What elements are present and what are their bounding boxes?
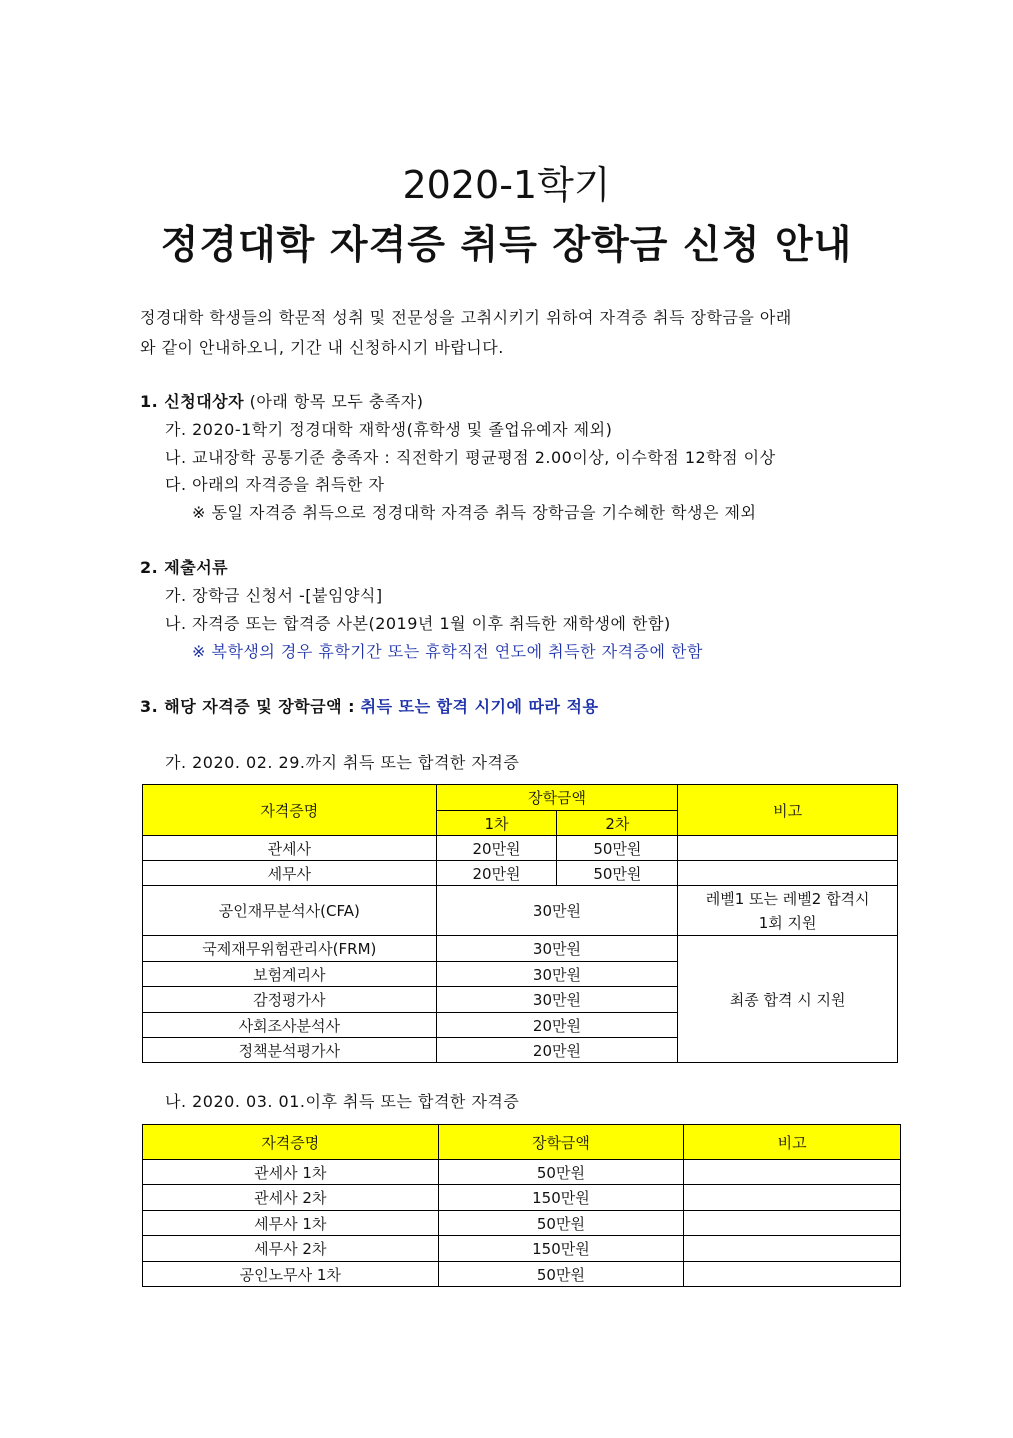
amount: 30만원 [436,886,678,936]
note-cell [678,886,898,936]
intro-line-1: 정경대학 학생들의 학문적 성취 및 전문성을 고취시키기 위하여 자격증 취득 장학금을 아래 [140,308,792,327]
table-a-header-amount: 장학금액 [436,785,678,811]
table-row [143,1160,901,1185]
cert-name: 보험계리사 [143,962,437,987]
cert-name: 국제재무위험관리사(FRM) [143,936,437,962]
note-cell [684,1185,901,1211]
amount: 20만원 [436,1038,678,1063]
table-b-caption: 나. 2020. 03. 01.이후 취득 또는 합격한 자격증 [165,1092,520,1111]
note-cell [684,1160,901,1185]
note-line-2: 1회 지원 [758,913,817,932]
amount-second: 50만원 [557,861,678,886]
amount: 50만원 [438,1262,684,1287]
section-1 [140,391,424,413]
cert-name: 공인재무분석사(CFA) [143,886,437,936]
section-1-item-1: 가. 2020-1학기 정경대학 재학생(휴학생 및 졸업유예자 제외) [165,420,613,439]
section-1-remark: ※ 동일 자격증 취득으로 정경대학 자격증 취득 장학금을 기수혜한 학생은 제외 [192,503,757,522]
note-cell [684,1236,901,1262]
amount: 30만원 [436,987,678,1013]
table-a-header-second: 2차 [557,811,678,836]
table-b-header-note: 비고 [684,1125,901,1160]
section-1-heading: 1. 신청대상자 [140,392,245,411]
table-a [142,784,898,1063]
table-row [143,1262,901,1287]
table-a-header-name: 자격증명 [143,785,437,836]
page-title: 정경대학 자격증 취득 장학금 신청 안내 [160,223,853,268]
section-3 [140,696,598,718]
amount: 50만원 [438,1160,684,1185]
section-1-item-3: 다. 아래의 자격증을 취득한 자 [165,475,385,494]
note-cell [678,836,898,861]
table-row [143,861,898,886]
amount-second: 50만원 [557,836,678,861]
section-3-highlight: 취득 또는 합격 시기에 따라 적용 [360,697,599,716]
table-row [143,1236,901,1262]
section-2-heading: 2. 제출서류 [140,558,229,577]
intro-line-2: 와 같이 안내하오니, 기간 내 신청하시기 바랍니다. [140,338,504,357]
table-row [143,936,898,962]
amount: 30만원 [436,962,678,987]
table-row [143,836,898,861]
amount: 150만원 [438,1185,684,1211]
section-2-remark: ※ 복학생의 경우 휴학기간 또는 휴학직전 연도에 취득한 자격증에 한함 [192,642,703,661]
table-b-header-name: 자격증명 [143,1125,439,1160]
cert-name: 관세사 2차 [143,1185,439,1211]
table-b [142,1124,901,1287]
cert-name: 관세사 [143,836,437,861]
group-note: 최종 합격 시 지원 [678,936,898,1063]
amount: 50만원 [438,1211,684,1236]
table-row [143,886,898,936]
cert-name: 관세사 1차 [143,1160,439,1185]
amount: 20만원 [436,1013,678,1038]
cert-name: 사회조사분석사 [143,1013,437,1038]
amount-first: 20만원 [436,836,557,861]
section-2-item-2: 나. 자격증 또는 합격증 사본(2019년 1월 이후 취득한 재학생에 한함) [165,614,671,633]
cert-name: 세무사 2차 [143,1236,439,1262]
section-2-item-1: 가. 장학금 신청서 -[붙임양식] [165,586,383,605]
table-b-header-amount: 장학금액 [438,1125,684,1160]
cert-name: 정책분석평가사 [143,1038,437,1063]
amount-first: 20만원 [436,861,557,886]
section-3-heading: 3. 해당 자격증 및 장학금액 : [140,697,356,716]
page-title-semester: 2020-1학기 [402,163,611,207]
section-1-note: (아래 항목 모두 충족자) [249,392,424,411]
cert-name: 세무사 [143,861,437,886]
cert-name: 세무사 1차 [143,1211,439,1236]
note-line-1: 레벨1 또는 레벨2 합격시 [705,889,870,908]
section-1-item-2: 나. 교내장학 공통기준 충족자 : 직전학기 평균평점 2.00이상, 이수학점 12학점 이상 [165,448,776,467]
table-row [143,1185,901,1211]
table-a-header-first: 1차 [436,811,557,836]
amount: 30만원 [436,936,678,962]
amount: 150만원 [438,1236,684,1262]
note-cell [684,1262,901,1287]
note-cell [678,861,898,886]
table-row [143,1211,901,1236]
table-a-caption: 가. 2020. 02. 29.까지 취득 또는 합격한 자격증 [165,753,520,772]
note-cell [684,1211,901,1236]
cert-name: 감정평가사 [143,987,437,1013]
table-a-header-note: 비고 [678,785,898,836]
cert-name: 공인노무사 1차 [143,1262,439,1287]
